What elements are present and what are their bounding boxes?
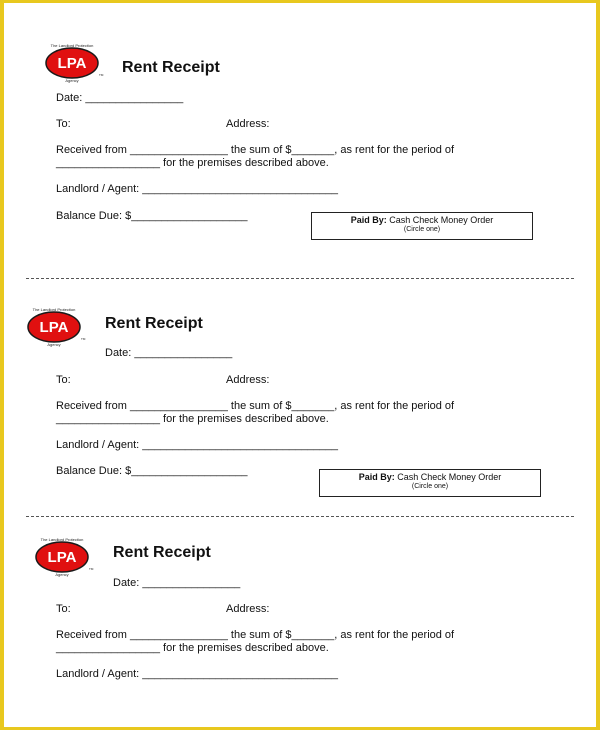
svg-text:Agency: Agency [55,572,69,577]
payment-options: Cash Check Money Order [389,215,494,225]
date-line: Date: ________________ [56,92,184,104]
svg-text:Agency: Agency [65,78,79,83]
address-label: Address: [226,374,270,386]
svg-text:The Landlord Protection: The Landlord Protection [32,307,76,312]
balance-line: Balance Due: $___________________ [56,210,248,222]
svg-text:TM: TM [89,567,94,571]
date-line: Date: ________________ [113,577,241,589]
receipt-title: Rent Receipt [105,315,203,332]
landlord-line: Landlord / Agent: ________________________________ [56,439,338,451]
cut-line [26,516,574,517]
date-line: Date: ________________ [105,347,233,359]
landlord-line: Landlord / Agent: ________________________________ [56,668,338,680]
received-line-2: _________________ for the premises described above. [56,157,329,169]
paid-by-box [319,469,541,497]
lpa-logo [34,537,96,577]
received-line-1: Received from ________________ the sum of $_______, as rent for the period of [56,144,455,156]
landlord-line: Landlord / Agent: ________________________________ [56,183,338,195]
svg-text:The Landlord Protection: The Landlord Protection [50,43,94,48]
svg-text:LPA: LPA [39,319,69,336]
circle-one-note: (Circle one) [403,225,441,233]
lpa-logo [44,43,106,83]
receipt-title: Rent Receipt [122,59,220,76]
svg-text:TM: TM [99,73,104,77]
paid-by-label: Paid By: [350,215,387,225]
svg-text:LPA: LPA [57,55,87,72]
paid-by-box [311,212,533,240]
received-line-1: Received from ________________ the sum of $_______, as rent for the period of [56,629,455,641]
circle-one-note: (Circle one) [411,482,449,490]
received-line-2: _________________ for the premises described above. [56,413,329,425]
lpa-logo [26,307,88,347]
receipt-title: Rent Receipt [113,544,211,561]
svg-text:LPA: LPA [47,549,77,566]
svg-text:Agency: Agency [47,342,61,347]
received-line-1: Received from ________________ the sum of $_______, as rent for the period of [56,400,455,412]
balance-line: Balance Due: $___________________ [56,465,248,477]
address-label: Address: [226,603,270,615]
to-label: To: [56,374,71,386]
payment-options: Cash Check Money Order [397,472,502,482]
svg-text:TM: TM [81,337,86,341]
to-label: To: [56,603,71,615]
cut-line [26,278,574,279]
received-line-2: _________________ for the premises described above. [56,642,329,654]
receipt-page [4,3,596,727]
paid-by-label: Paid By: [358,472,395,482]
to-label: To: [56,118,71,130]
address-label: Address: [226,118,270,130]
svg-text:The Landlord Protection: The Landlord Protection [40,537,84,542]
